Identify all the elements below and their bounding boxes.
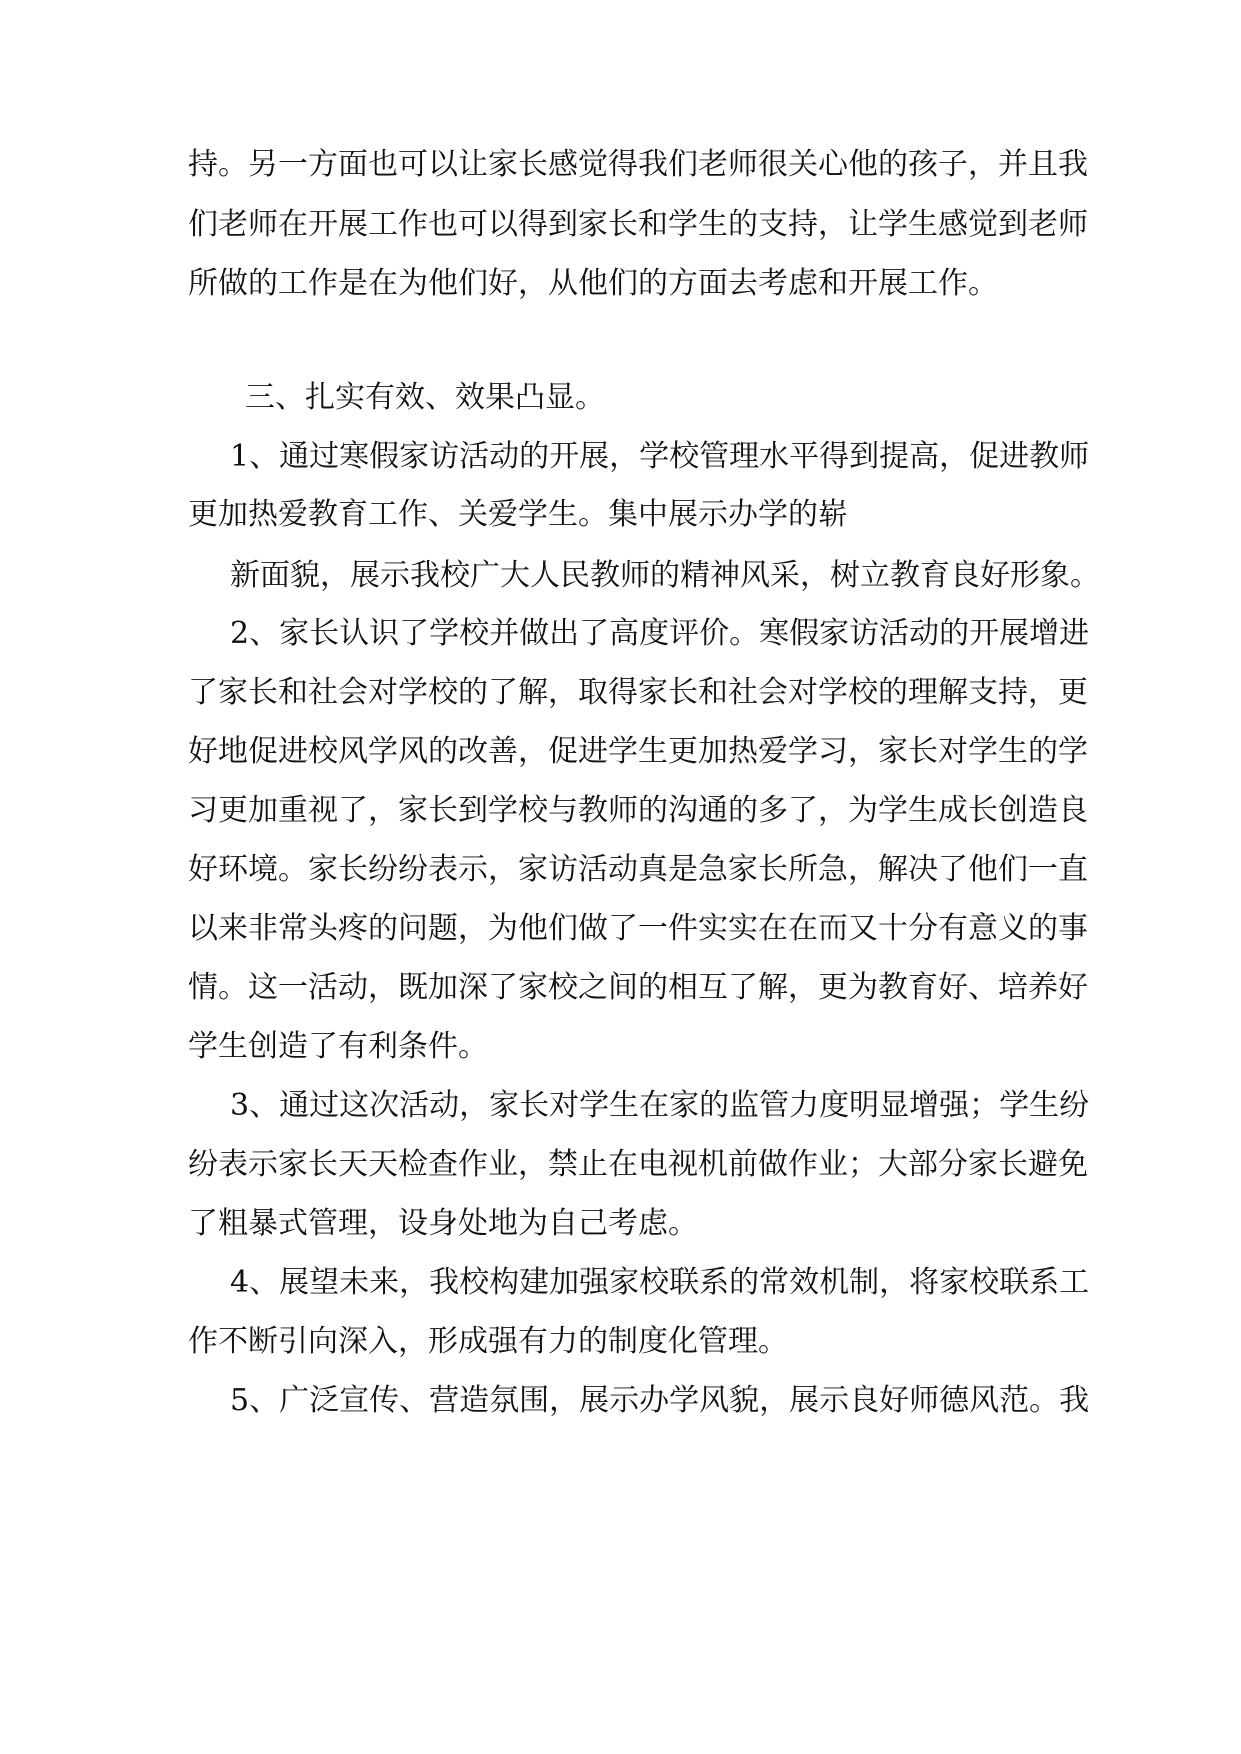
- body-text-line: 作不断引向深入，形成强有力的制度化管理。: [188, 1324, 788, 1359]
- body-text-line: 2、家长认识了学校并做出了高度评价。寒假家访活动的开展增进: [230, 616, 1090, 651]
- body-text-line: 更加热爱教育工作、关爱学生。集中展示办学的崭: [188, 497, 848, 532]
- body-text-line: 1、通过寒假家访活动的开展，学校管理水平得到提高，促进教师: [230, 439, 1090, 474]
- body-text-line: 好地促进校风学风的改善，促进学生更加热爱学习，家长对学生的学: [188, 734, 1088, 769]
- body-text-line: 以来非常头疼的问题，为他们做了一件实实在在而又十分有意义的事: [188, 911, 1088, 946]
- body-text-line: 学生创造了有利条件。: [188, 1029, 488, 1064]
- body-text-line: 纷表示家长天天检查作业，禁止在电视机前做作业；大部分家长避免: [188, 1147, 1088, 1182]
- body-text-line: 持。另一方面也可以让家长感觉得我们老师很关心他的孩子，并且我: [188, 147, 1088, 182]
- body-text-line: 3、通过这次活动，家长对学生在家的监管力度明显增强；学生纷: [230, 1088, 1090, 1123]
- body-text-line: 新面貌，展示我校广大人民教师的精神风采，树立教育良好形象。: [230, 558, 1100, 593]
- body-text-line: 好环境。家长纷纷表示，家访活动真是急家长所急，解决了他们一直: [188, 852, 1088, 887]
- body-text-line: 习更加重视了，家长到学校与教师的沟通的多了，为学生成长创造良: [188, 793, 1088, 828]
- body-text-line: 4、展望未来，我校构建加强家校联系的常效机制，将家校联系工: [230, 1265, 1090, 1300]
- section-heading: 三、扎实有效、效果凸显。: [245, 380, 605, 415]
- body-text-line: 所做的工作是在为他们好，从他们的方面去考虑和开展工作。: [188, 266, 998, 301]
- body-text-line: 情。这一活动，既加深了家校之间的相互了解，更为教育好、培养好: [188, 970, 1088, 1005]
- body-text-line: 们老师在开展工作也可以得到家长和学生的支持，让学生感觉到老师: [188, 207, 1088, 242]
- body-text-line: 了粗暴式管理，设身处地为自己考虑。: [188, 1206, 698, 1241]
- body-text-line: 了家长和社会对学校的了解，取得家长和社会对学校的理解支持，更: [188, 675, 1088, 710]
- body-text-line: 5、广泛宣传、营造氛围，展示办学风貌，展示良好师德风范。我: [230, 1383, 1090, 1418]
